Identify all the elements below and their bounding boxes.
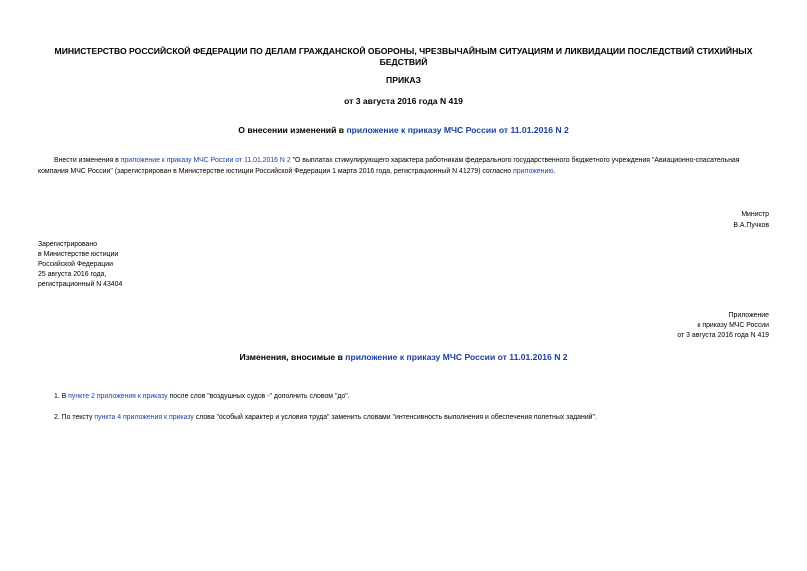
change-item-text: после слов "воздушных судов -" дополнить словом "до". bbox=[167, 393, 350, 400]
change-item-2-link[interactable]: пункта 4 приложения к приказу bbox=[94, 414, 194, 421]
change-item-text: 1. В bbox=[54, 393, 69, 400]
order-subject-text: О внесении изменений в bbox=[238, 125, 347, 135]
signer-name: В.А.Пучков bbox=[733, 222, 769, 229]
order-subject bbox=[40, 125, 767, 136]
signature-block bbox=[733, 209, 769, 231]
registration-block bbox=[38, 240, 122, 290]
body-link-appendix[interactable]: приложению bbox=[512, 168, 554, 175]
ministry-title: МИНИСТЕРСТВО РОССИЙСКОЙ ФЕДЕРАЦИИ ПО ДЕЛАМ ГРАЖДАНСКОЙ ОБОРОНЫ, ЧРЕЗВЫЧАЙНЫМ СИТУАЦИЯМ И ЛИКВИДАЦИИ ПОСЛЕДСТВИЙ СТИХИЙНЫХ БЕДСТВИЙ bbox=[54, 46, 753, 67]
appendix-line: Приложение bbox=[728, 312, 769, 319]
changes-title-link[interactable]: приложение к приказу МЧС России от 11.01.2016 N 2 bbox=[345, 352, 568, 362]
registration-line: регистрационный N 43404 bbox=[38, 281, 123, 288]
order-date-number: от 3 августа 2016 года N 419 bbox=[344, 96, 463, 106]
registration-line: 25 августа 2016 года, bbox=[38, 271, 107, 278]
order-body-paragraph bbox=[38, 155, 770, 177]
change-item-text: слова "особый характер и условия труда" заменить словами "интенсивность выполнения и обеспечения полетных заданий". bbox=[193, 414, 597, 421]
signer-position: Министр bbox=[741, 211, 769, 218]
registration-line: в Министерстве юстиции bbox=[38, 251, 119, 258]
body-text-part: Внести изменения в bbox=[54, 157, 121, 164]
registration-line: Российской Федерации bbox=[38, 261, 113, 268]
body-text-part: "О выплатах стимулирующего характера работникам федерального государственного бюджетного учреждения "Авиационно-спасательная компания МЧС России" (зарегистрирован в Министерстве юстиции Российской Федерации 1 марта 2016 года, регистрационный N 41279) согласно bbox=[38, 157, 740, 175]
registration-line: Зарегистрировано bbox=[38, 241, 98, 248]
body-link-order[interactable]: приложение к приказу МЧС России от 11.01.2016 N 2 bbox=[120, 157, 291, 164]
changes-title-text: Изменения, вносимые в bbox=[239, 352, 346, 362]
change-item-text: 2. По тексту bbox=[54, 414, 95, 421]
order-subject-link[interactable]: приложение к приказу МЧС России от 11.01.2016 N 2 bbox=[346, 125, 569, 135]
change-item-1 bbox=[54, 392, 350, 402]
document-type: ПРИКАЗ bbox=[386, 75, 421, 85]
change-item-1-link[interactable]: пункте 2 приложения к приказу bbox=[68, 393, 168, 400]
appendix-line: к приказу МЧС России bbox=[697, 322, 769, 329]
appendix-header bbox=[677, 311, 769, 341]
appendix-line: от 3 августа 2016 года N 419 bbox=[677, 332, 769, 339]
body-text-part: . bbox=[553, 168, 556, 175]
change-item-2 bbox=[54, 413, 597, 423]
changes-title bbox=[40, 352, 767, 363]
